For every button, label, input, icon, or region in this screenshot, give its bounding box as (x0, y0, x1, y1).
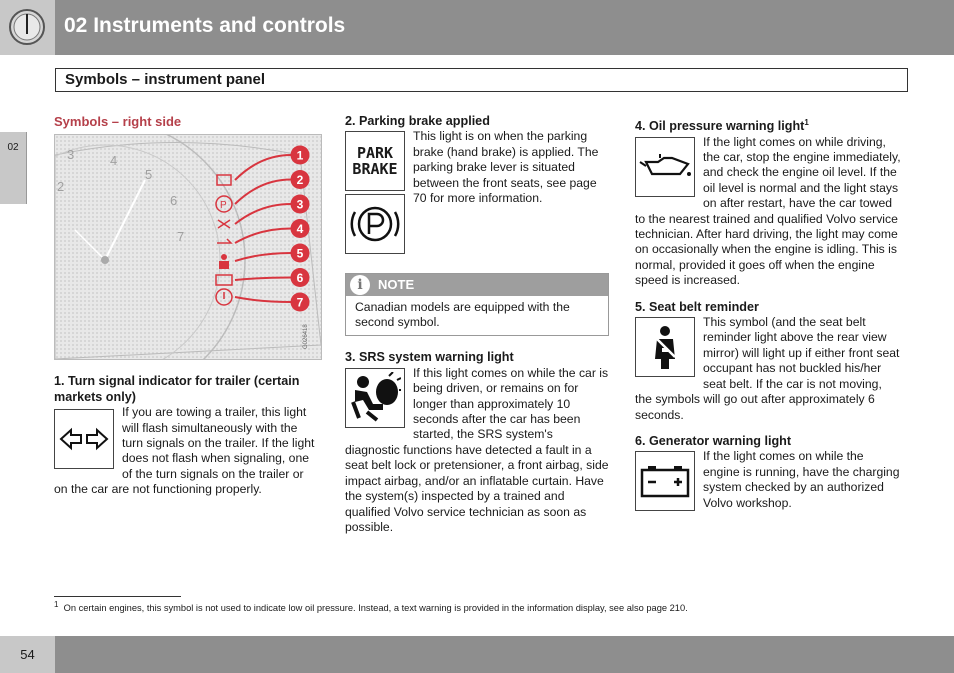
footnote (54, 600, 688, 613)
note-box (345, 273, 609, 336)
callout-number: 1 (296, 148, 304, 163)
gauge-number: 4 (110, 153, 118, 169)
callout-line (235, 253, 291, 261)
note-header (346, 274, 608, 296)
oil-can-icon (635, 137, 695, 197)
chapter-tab[interactable]: 02 (0, 132, 27, 204)
callout-number: 3 (296, 197, 304, 212)
column-3 (635, 115, 901, 514)
callout-number: 6 (296, 271, 304, 286)
brake-word: BRAKE (352, 160, 398, 179)
instrument-panel-illustration (55, 135, 321, 359)
battery-icon (635, 451, 695, 511)
callout-number: 5 (296, 246, 304, 261)
footnote-text: On certain engines, this symbol is not used to indicate low oil pressure. Instead, a text warning is provided in the information display, see also page 210. (63, 603, 688, 614)
svg-text:P: P (220, 200, 227, 212)
callout-number: 4 (296, 222, 304, 237)
page-header (0, 0, 954, 55)
note-label: NOTE (378, 277, 415, 293)
trailer-turn-signal-icon (54, 409, 114, 469)
figure-code: G026418 (303, 324, 309, 350)
item-5-heading: 5. Seat belt reminder (635, 299, 759, 314)
callout-line (235, 155, 291, 180)
callout-line (235, 204, 291, 224)
page-title: 02 Instruments and controls (64, 14, 346, 37)
callout-line (235, 297, 291, 302)
footnote-reference[interactable]: 1 (804, 118, 809, 127)
callout-number: 2 (296, 173, 304, 188)
item-5-text: This symbol (and the seat belt reminder light above the rear view mirror) will light up if either front seat occupant has not buckled his/her seat belt. If the car is not moving, the symbols will go out after approximately 6 seconds. (635, 315, 900, 422)
item-1-text: If you are towing a trailer, this light will flash simultaneously with the turn signals on the trailer. If the light does not flash when signaling, one of the turn signals on the trailer or on the car are not functioning properly. (54, 405, 315, 497)
parking-brake-p-icon (345, 194, 405, 254)
gauge-number: 2 (57, 179, 65, 195)
subsection-heading: Symbols – right side (54, 114, 182, 129)
callout-line (235, 180, 291, 205)
column-1 (54, 114, 320, 498)
info-icon: i (350, 275, 370, 295)
column-2 (345, 114, 609, 535)
item-3-heading: 3. SRS system warning light (345, 350, 514, 365)
seat-belt-icon (635, 317, 695, 377)
footnote-mark: 1 (54, 600, 59, 609)
item-4-text: If the light comes on while driving, the car, stop the engine immediately, and check the engine oil level. If the oil level is normal and the light stays on after restart, have the car towed to the nearest trained and qualified Volvo service technician. After hard driving, the light may come on occasionally when the engine is idling. This is normal, provided it goes off when the engine speed is increased. (635, 134, 901, 288)
park-brake-text-icon (345, 131, 405, 191)
note-text: Canadian models are equipped with the second symbol. (355, 300, 570, 329)
page-number: 54 (0, 636, 55, 673)
item-3-text: If this light comes on while the car is being driven, or remains on for longer than approximately 10 seconds after the car has been started, the SRS system's diagnostic functions have detected a fault in a seat belt lock or pretensioner, a front airbag, side impact airbag, and/or an inflatable curtain. Have the system(s) inspected by a trained and qualified Volvo service technician as soon as possible. (345, 365, 609, 534)
gauge-number: 6 (170, 193, 178, 209)
park-word: PARK (356, 144, 394, 163)
gauge-number: 5 (145, 167, 153, 183)
item-4-heading-text: 4. Oil pressure warning light (635, 119, 805, 134)
gauge-number: 3 (67, 147, 75, 163)
gauge-number: 7 (177, 229, 185, 245)
callout-number: 7 (296, 295, 304, 310)
item-1-heading: 1. Turn signal indicator for trailer (certain markets only) (54, 374, 300, 404)
volvo-logo-icon (0, 0, 55, 55)
item-2-heading: 2. Parking brake applied (345, 114, 490, 128)
item-6-heading: 6. Generator warning light (635, 433, 792, 448)
section-title: Symbols – instrument panel (55, 68, 908, 92)
footnote-divider (54, 596, 181, 597)
item-4-heading (635, 115, 901, 135)
item-6-text: If the light comes on while the engine is running, have the charging system checked by an authorized Volvo workshop. (703, 449, 900, 510)
item-2-text: This light is on when the parking brake (hand brake) is applied. The parking brake lever is situated between the front seats, see page 70 for more information. (413, 129, 599, 206)
srs-airbag-icon (345, 368, 405, 428)
instrument-panel-figure (54, 134, 322, 360)
page-footer (0, 636, 954, 673)
